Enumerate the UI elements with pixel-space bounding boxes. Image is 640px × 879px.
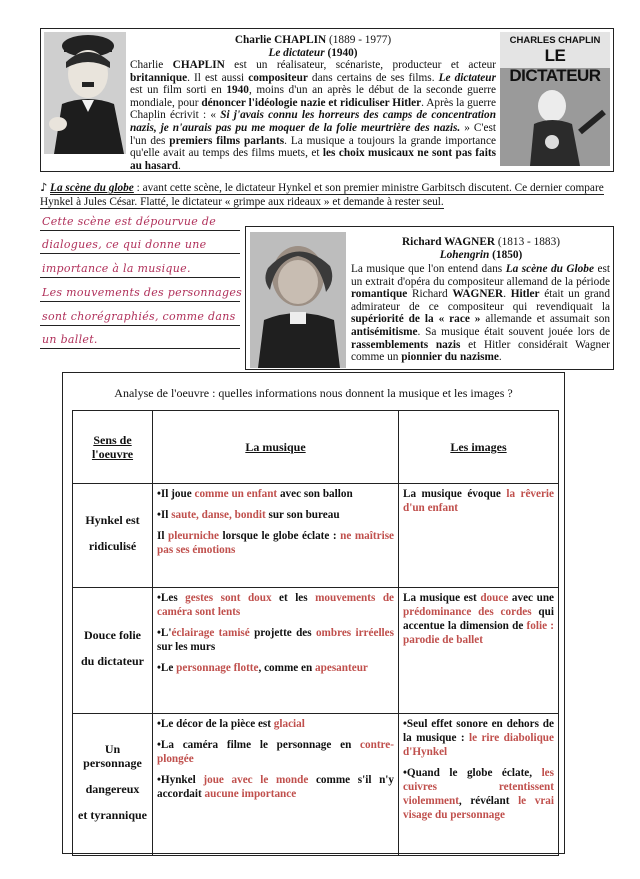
chaplin-bio-run: . Il est aussi (187, 71, 249, 84)
cell-paragraph (157, 738, 394, 766)
cell-run: douce (480, 592, 509, 604)
chaplin-bio-run: est un réalisateur, scénariste, producteur et acteur (224, 59, 496, 71)
row-label-line: du dictateur (81, 653, 144, 668)
table-header-row (73, 411, 559, 484)
wagner-bio-run: antisémitisme (351, 325, 418, 338)
cell-run: la rêverie d'un enfant (403, 488, 555, 514)
cell-run: avec son ballon (277, 488, 353, 500)
handwritten-line: importance à la musique. (42, 262, 191, 275)
table-row (73, 714, 559, 856)
chaplin-bio-run: . (178, 159, 181, 172)
images-cell (399, 714, 559, 856)
cell-run: aucune importance (204, 788, 297, 800)
cell-run: gestes sont doux (185, 592, 272, 604)
cell-run: joue avec le monde (203, 774, 309, 786)
cell-run: et les (271, 592, 316, 604)
wagner-bio-run: . (498, 351, 502, 364)
poster-title-text: LE DICTATEUR (509, 46, 601, 85)
cell-run: comme un enfant (194, 488, 278, 500)
chaplin-bio-run: dans certains de ses films. (307, 71, 439, 84)
handwritten-line: sont chorégraphiés, comme dans (42, 310, 236, 323)
cell-run: prédominance des cordes (403, 606, 532, 618)
cell-run: La musique évoque (403, 488, 507, 500)
cell-paragraph (157, 508, 394, 522)
cell-run: comme s'il n'y accordait (157, 774, 394, 800)
handwritten-line: un ballet. (42, 333, 98, 346)
wagner-work-year: (1850) (492, 248, 523, 261)
cell-run: •Seul effet sonore en dehors de la musique : (403, 718, 554, 744)
poster-author-text: CHARLES CHAPLIN (509, 35, 601, 46)
analysis-table (72, 410, 559, 856)
wagner-bio-run: allemande et assumait son (480, 313, 610, 326)
header-sens: Sens de l'oeuvre (73, 411, 153, 484)
chaplin-bio-run: 1940 (226, 84, 249, 97)
cell-paragraph (157, 591, 394, 619)
music-cell (153, 714, 399, 856)
wagner-work-title: Lohengrin (439, 248, 490, 261)
table-row (73, 484, 559, 588)
chaplin-bio-run: Charlie (130, 59, 173, 71)
images-cell (399, 588, 559, 714)
cell-paragraph (403, 591, 554, 647)
scene-heading: La scène du globe (50, 182, 134, 194)
music-note-icon: ♪ (40, 181, 48, 194)
cell-run: le rire diabolique d'Hynkel (403, 732, 554, 758)
cell-paragraph (157, 717, 394, 731)
cell-run: •Les (157, 592, 186, 604)
wagner-biography (351, 263, 610, 364)
writing-rule (40, 277, 240, 278)
chaplin-bio-run: est un film sorti en (130, 84, 227, 97)
cell-run: sur les murs (157, 641, 216, 653)
cell-paragraph (157, 529, 394, 557)
cell-run: Il (157, 530, 168, 542)
handwritten-line: dialogues, ce qui donne une (42, 238, 207, 251)
cell-run: •L' (157, 627, 172, 639)
cell-run: personnage flotte (176, 662, 259, 674)
wagner-bio-run: . (503, 288, 511, 301)
wagner-bio-run: Richard (407, 288, 453, 301)
chaplin-bio-run: compositeur (248, 71, 308, 84)
cell-run: contre-plongée (157, 739, 394, 765)
writing-rule (40, 230, 240, 231)
cell-run: ne maîtrise pas ses émotions (157, 530, 395, 556)
wagner-bio-run: est un extrait d'opéra du compositeur allemand de la période (351, 263, 610, 288)
music-cell (153, 588, 399, 714)
row-label-line: dangereux (85, 781, 140, 796)
wagner-bio-run: WAGNER (452, 288, 504, 301)
row-label-line: Hynkel est (85, 512, 140, 527)
header-images: Les images (399, 411, 559, 484)
cell-run: le vrai visage du personnage (403, 795, 554, 821)
music-cell (153, 484, 399, 588)
cell-run: •Quand le globe éclate, (403, 767, 542, 779)
chaplin-bio-run: . Après la guerre Chaplin écrivit : « (130, 96, 497, 122)
writing-rule (40, 325, 240, 326)
cell-run: •Hynkel (157, 774, 204, 786)
cell-paragraph (157, 487, 394, 501)
cell-paragraph (157, 626, 394, 654)
chaplin-bio-run: premiers films parlants (169, 134, 285, 147)
cell-run: éclairage tamisé (171, 627, 250, 639)
cell-run: projette des (249, 627, 316, 639)
writing-rule (40, 301, 240, 302)
chaplin-bio-run: CHAPLIN (172, 59, 225, 71)
wagner-bio-run: rassemblements nazis (351, 338, 461, 351)
wagner-portrait-image (250, 232, 346, 368)
chaplin-bio-run: britannique (130, 71, 188, 84)
dictator-poster-image (500, 32, 610, 166)
wagner-bio-run: . Sa musique était souvent jouée lors de (417, 325, 610, 338)
row-label-line: et tyrannique (78, 807, 147, 822)
row-label (73, 714, 153, 856)
chaplin-bio-run: dénoncer l'idéologie nazie et ridiculiser Hitler (201, 96, 422, 109)
cell-run: apesanteur (315, 662, 368, 674)
wagner-dates: (1813 - 1883) (497, 236, 560, 248)
cell-run: glacial (273, 718, 305, 730)
wagner-bio-run: romantique (351, 288, 408, 301)
scene-text: : avant cette scène, le dictateur Hynkel et son premier ministre Garbitsch discutent. Ce dernier compare Hynkel à Jules César. Flatté, le dictateur « grimpe aux rideaux » et demande à rester seul. (40, 182, 604, 208)
cell-run: •Le décor de la pièce est (157, 718, 274, 730)
wagner-bio-run: supériorité de la « race » (351, 313, 481, 326)
chaplin-title (130, 34, 496, 59)
chaplin-bio-run: les choix musicaux ne sont pas faits au hasard (130, 147, 496, 172)
wagner-bio-run: La musique que l'on entend dans (351, 263, 506, 275)
chaplin-bio-run: Le dictateur (438, 71, 496, 84)
chaplin-bio-run: . La musique a toujours la grande importance qu'elle avait au temps des films muets, et (130, 134, 496, 160)
wagner-title (350, 236, 612, 261)
cell-run: mouvements de caméra sont lents (157, 592, 395, 618)
wagner-bio-run: et Hitler considérait Wagner comme un (351, 338, 610, 364)
chaplin-film-title: Le dictateur (268, 46, 325, 59)
cell-run: , révélant (458, 795, 519, 807)
cell-run: qui accentue la dimension de (403, 606, 554, 632)
writing-rule (40, 348, 240, 349)
wagner-bio-run: pionnier du nazisme (401, 351, 499, 364)
wagner-bio-run: Hitler (510, 288, 540, 301)
row-label-line: Douce folie (84, 627, 141, 642)
header-musique: La musique (153, 411, 399, 484)
cell-run: avec une (508, 592, 555, 604)
cell-run: saute, danse, bondit (171, 509, 266, 521)
chaplin-bio-run: , moins d'un an après le début de la seconde guerre mondiale, pour (130, 84, 496, 109)
cell-run: sur son bureau (265, 509, 340, 521)
chaplin-bio-run: » C'est l'un des (130, 121, 497, 147)
handwritten-line: Cette scène est dépourvue de (42, 215, 217, 228)
chaplin-dates: (1889 - 1977) (329, 34, 392, 46)
cell-run: •Il joue (157, 488, 195, 500)
table-row (73, 588, 559, 714)
cell-run: folie : parodie de ballet (403, 620, 554, 646)
cell-run: , comme en (258, 662, 316, 674)
cell-run: lorsque le globe éclate : (218, 530, 341, 542)
chaplin-biography (130, 59, 496, 172)
cell-paragraph (403, 766, 554, 822)
chaplin-film-year: (1940) (327, 46, 358, 59)
wagner-bio-run: était un grand admirateur de ce compositeur qui revendiquait la (351, 288, 610, 313)
cell-run: pleurniche (168, 530, 219, 542)
chaplin-portrait-image (44, 32, 126, 154)
cell-run: •Le (157, 662, 177, 674)
wagner-name: Richard WAGNER (402, 236, 496, 248)
cell-paragraph (157, 773, 394, 801)
writing-rule (40, 253, 240, 254)
images-cell (399, 484, 559, 588)
cell-run: ombres irréelles (315, 627, 394, 639)
row-label-line: ridiculisé (88, 538, 137, 553)
cell-run: La musique est (403, 592, 481, 604)
wagner-bio-run: La scène du Globe (505, 263, 594, 275)
cell-paragraph (403, 717, 554, 759)
scene-description (40, 181, 615, 209)
row-label-line: Un personnage (83, 741, 142, 770)
cell-run: •Il (157, 509, 172, 521)
chaplin-name: Charlie CHAPLIN (234, 34, 327, 46)
analysis-title: Analyse de l'oeuvre : quelles informations nous donnent la musique et les images ? (114, 386, 513, 400)
row-label (73, 588, 153, 714)
cell-paragraph (403, 487, 554, 515)
row-label (73, 484, 153, 588)
cell-run: •La caméra filme le personnage en (157, 739, 361, 751)
cell-run: les cuivres retentissent violemment (403, 767, 554, 807)
chaplin-bio-run: Si j'avais connu les horreurs des camps de concentration nazis, je n'aurais pas pu me moquer de la folie meurtrière des nazis. (130, 109, 496, 134)
cell-paragraph (157, 661, 394, 675)
handwritten-line: Les mouvements des personnages (42, 286, 243, 299)
